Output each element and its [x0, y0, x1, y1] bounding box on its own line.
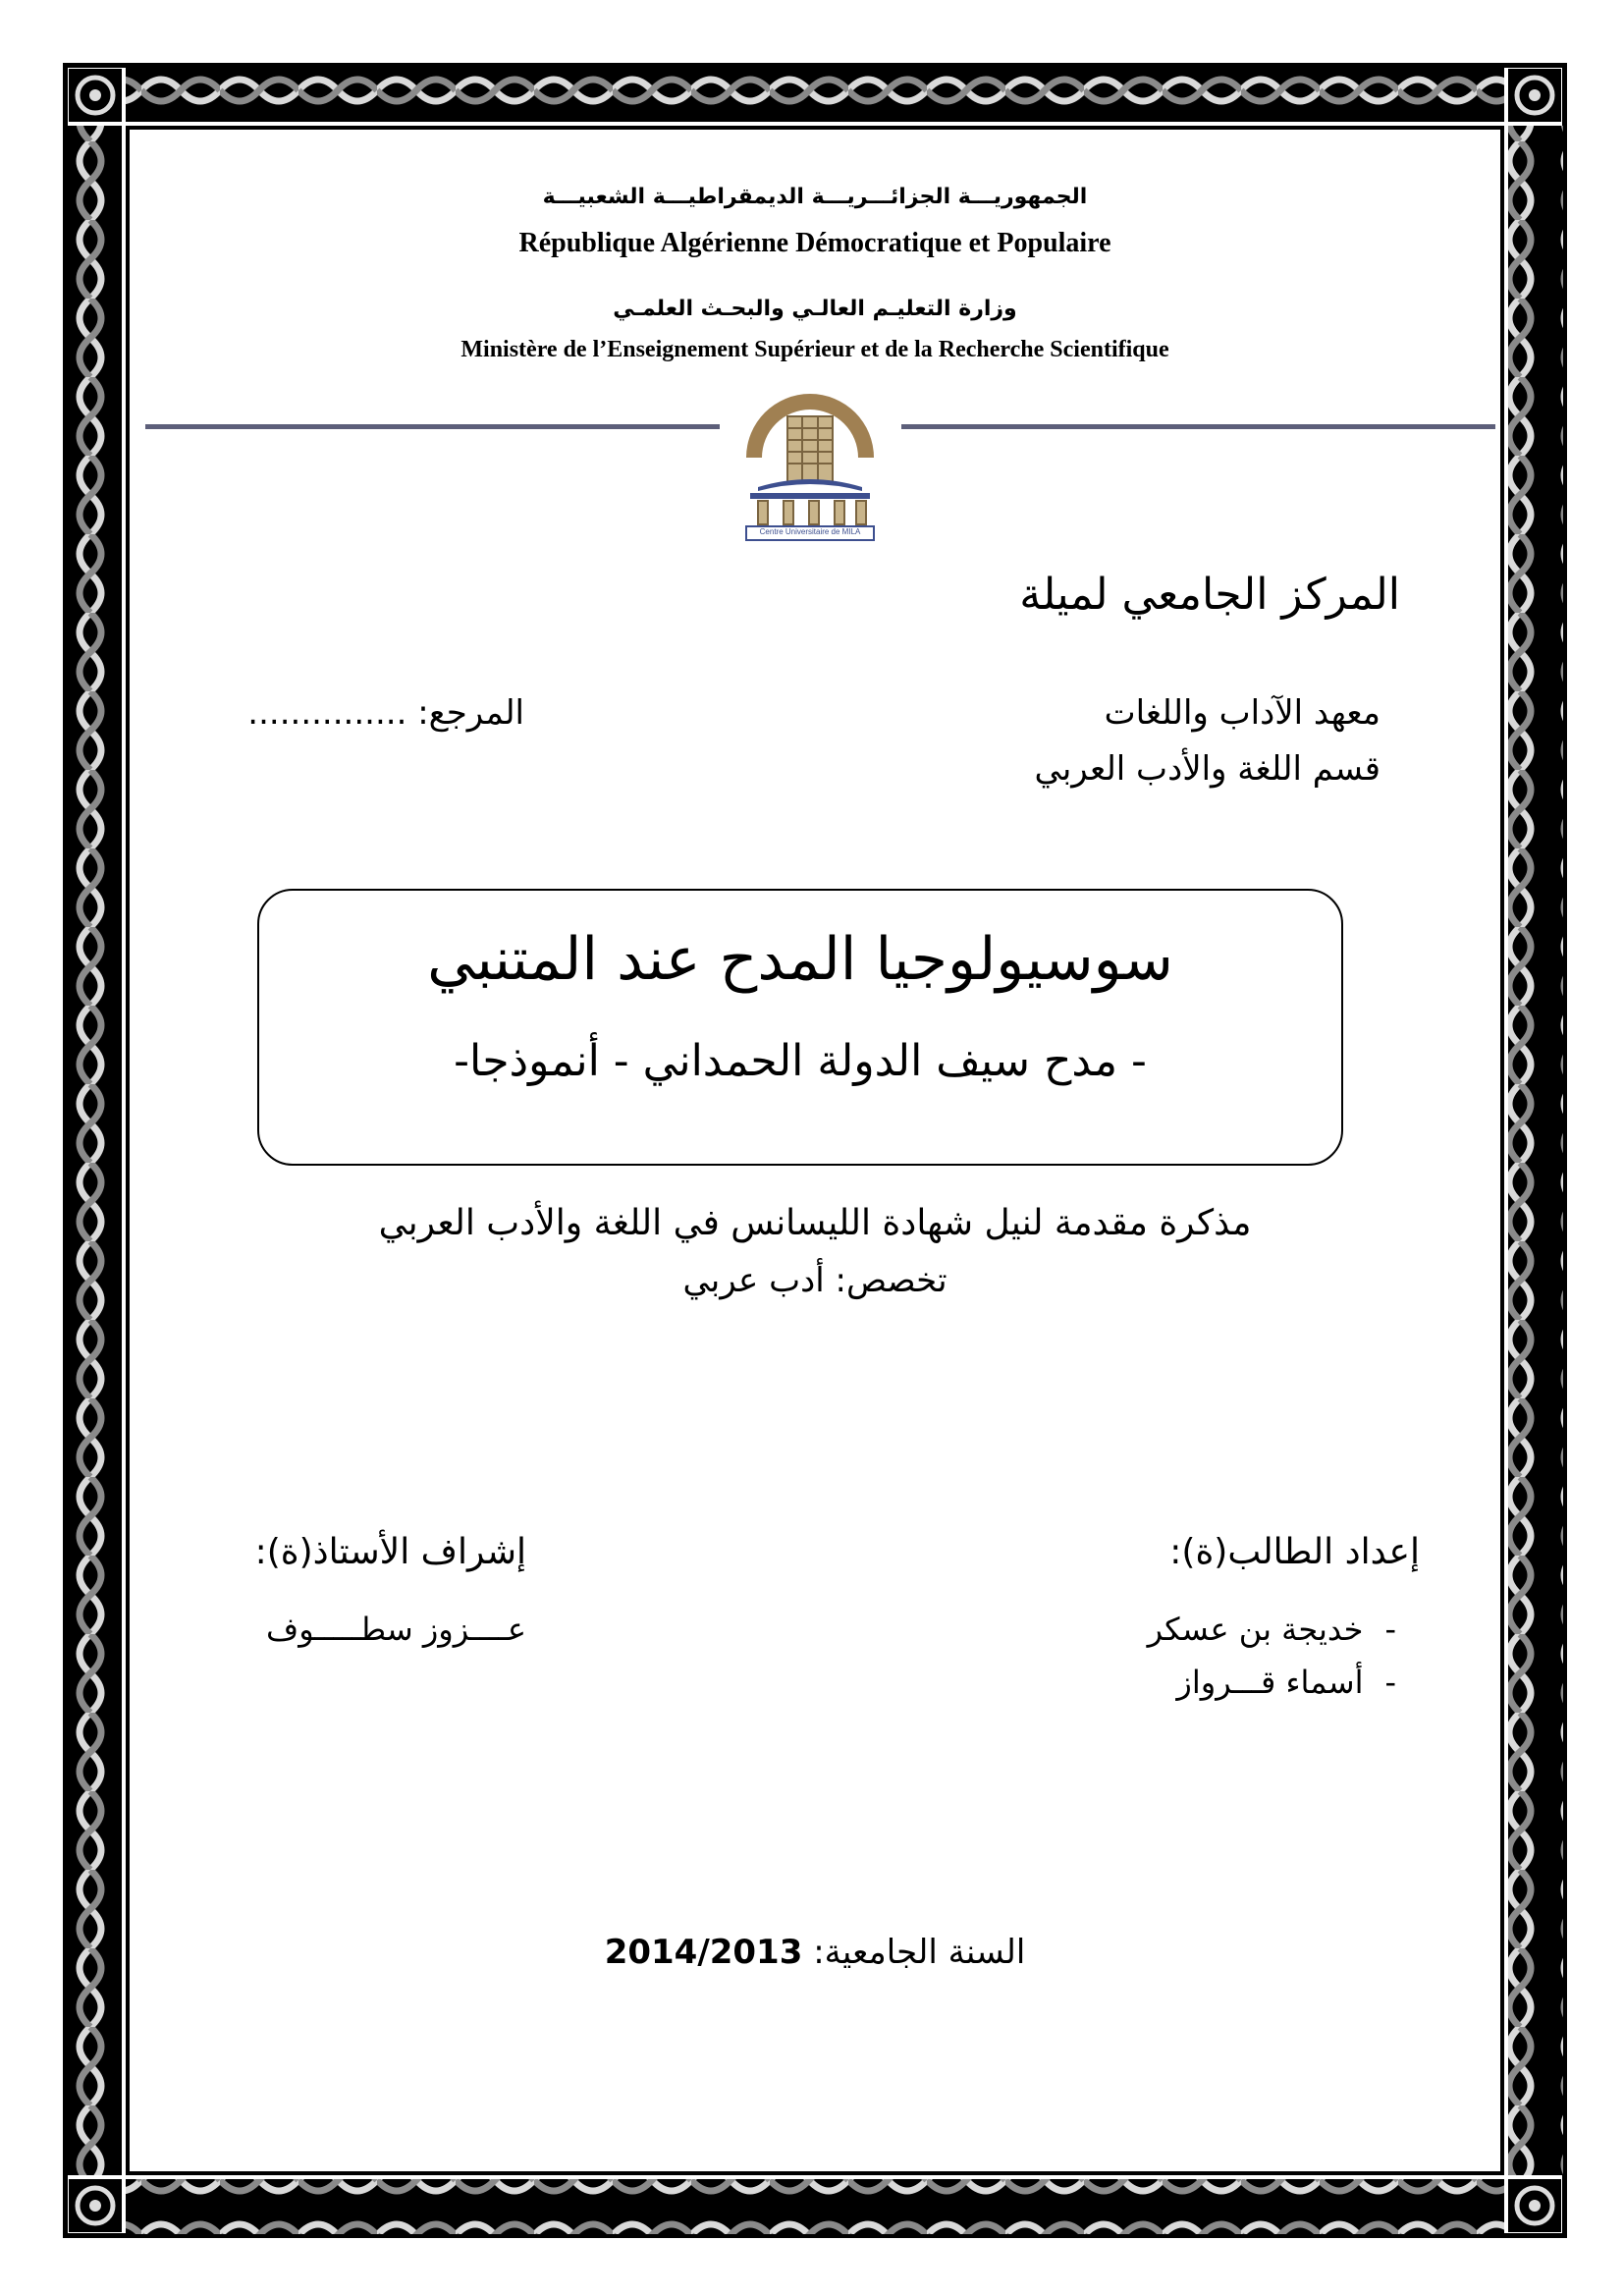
- thesis-purpose: مذكرة مقدمة لنيل شهادة الليسانس في اللغة والأدب العربي: [378, 1203, 1252, 1243]
- thesis-specialty: تخصص: أدب عربي: [682, 1261, 947, 1300]
- academic-year-label: السنة الجامعية:: [813, 1933, 1026, 1972]
- logo-caption: Centre Universitaire de MILA: [759, 527, 861, 536]
- corner-ornament-icon: [69, 69, 122, 122]
- student-name: خديجة بن عسكر: [1147, 1611, 1364, 1648]
- border-left: [67, 126, 122, 2175]
- border-top: [126, 67, 1504, 122]
- supervisor-name: عــــزوز سطـــــوف: [266, 1611, 526, 1648]
- border-right: [1508, 126, 1563, 2175]
- academic-year: [128, 1933, 1502, 1972]
- border-bottom: [126, 2179, 1504, 2234]
- department-name: قسم اللغة والأدب العربي: [1034, 749, 1380, 789]
- university-center: المركز الجامعي لميلة: [1019, 570, 1400, 620]
- student-row: [1176, 1664, 1396, 1701]
- thesis-title: سوسيولوجيا المدح عند المتنبي: [427, 925, 1173, 994]
- ministry-french: Ministère de l’Enseignement Supérieur et de la Recherche Scientifique: [460, 337, 1169, 362]
- corner-ornament-icon: [1508, 2179, 1561, 2232]
- supervisor-label: إشراف الأستاذ(ة):: [254, 1532, 526, 1572]
- rule-right: [901, 424, 1495, 429]
- ministry-arabic: وزارة التعليـم العالـي والبحـث العلمـي: [613, 297, 1017, 321]
- student-name: أسماء قـــرواز: [1176, 1664, 1364, 1701]
- academic-year-value: 2014/2013: [604, 1933, 803, 1972]
- list-dash: -: [1384, 1664, 1396, 1701]
- reference-field: المرجع: ...............: [247, 693, 524, 733]
- student-row: [1148, 1611, 1396, 1648]
- building-icon: [736, 389, 884, 546]
- institute-name: معهد الآداب واللغات: [1104, 693, 1380, 733]
- thesis-subtitle: - مدح سيف الدولة الحمداني - أنموذجا-: [454, 1036, 1147, 1086]
- university-logo: [736, 389, 884, 546]
- rule-left: [145, 424, 720, 429]
- country-french: République Algérienne Démocratique et Populaire: [518, 228, 1111, 258]
- list-dash: -: [1384, 1611, 1396, 1648]
- country-arabic: الجمهوريـــة الجزائـــريـــة الديمقراطيـــة الشعبيـــة: [542, 185, 1088, 209]
- corner-ornament-icon: [69, 2179, 122, 2232]
- corner-ornament-icon: [1508, 69, 1561, 122]
- students-label: إعداد الطالب(ة):: [1169, 1532, 1420, 1572]
